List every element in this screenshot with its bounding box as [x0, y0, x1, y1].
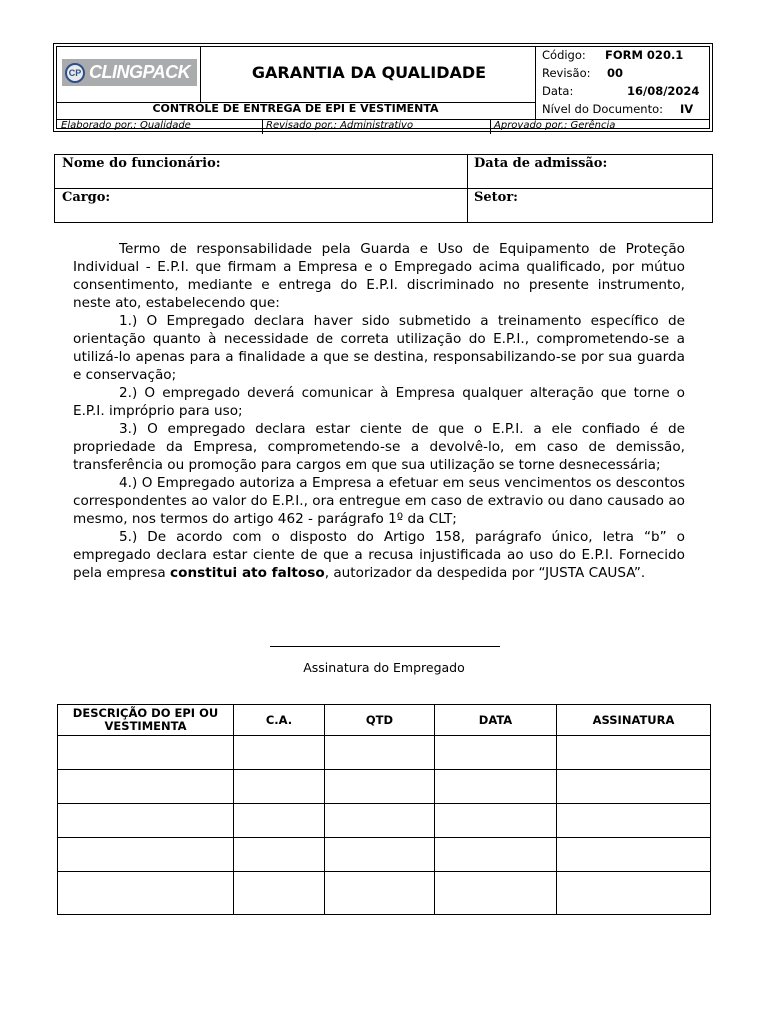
cell-assinatura[interactable]: [557, 838, 711, 872]
cell-ca[interactable]: [234, 804, 325, 838]
cell-assinatura[interactable]: [557, 770, 711, 804]
cell-qtd[interactable]: [325, 838, 435, 872]
col-ca-header: C.A.: [234, 705, 325, 736]
header-inner-frame: [56, 46, 710, 129]
revisao-value: 00: [607, 66, 624, 80]
cell-data[interactable]: [435, 838, 557, 872]
header-divider: [535, 47, 536, 119]
cell-data[interactable]: [435, 770, 557, 804]
cell-assinatura[interactable]: [557, 804, 711, 838]
header-divider: [200, 47, 201, 102]
elaborado-por: Elaborado por.: Qualidade: [61, 120, 191, 131]
term-item-5-start: 5.) De acordo com o disposto do Artigo 158, parágrafo único, letra “b” o empregado declara estar ciente de que a recusa injustificada ao uso do E.P.I. Fornecido pela empresa: [73, 529, 685, 581]
cell-descricao[interactable]: [58, 736, 234, 770]
header-divider: [262, 119, 263, 134]
term-item-4: 4.) O Empregado autoriza a Empresa a efetuar em seus vencimentos os descontos correspondentes ao valor do E.P.I., ora entregue em caso de extravio ou dano causado ao mesmo, nos termos do artigo 462 - parágrafo 1º da CLT;: [73, 475, 685, 527]
cell-data[interactable]: [435, 804, 557, 838]
nivel-label: Nível do Documento:: [542, 102, 664, 116]
table-row: [58, 838, 711, 872]
cell-assinatura[interactable]: [557, 872, 711, 915]
codigo-label: Código:: [542, 48, 586, 62]
cell-qtd[interactable]: [325, 770, 435, 804]
header-divider: [490, 119, 491, 134]
cell-data[interactable]: [435, 872, 557, 915]
table-header-row: [58, 705, 711, 736]
aprovado-por: Aprovado por.: Gerência: [494, 120, 616, 131]
cell-ca[interactable]: [234, 838, 325, 872]
cell-assinatura[interactable]: [557, 736, 711, 770]
signature-label: Assinatura do Empregado: [303, 660, 465, 675]
col-data-header: DATA: [435, 705, 557, 736]
term-intro: Termo de responsabilidade pela Guarda e Uso de Equipamento de Proteção Individual - E.P.I. que firmam a Empresa e o Empregado acima qualificado, por mútuo consentimento, mediante e entrega do E.P.I. discriminado no presente instrumento, neste ato, estabelecendo que:: [73, 241, 685, 311]
signature-line[interactable]: [270, 646, 500, 647]
epi-items-table: [57, 704, 711, 915]
table-row: [58, 872, 711, 915]
revisado-por: Revisado por.: Administrativo: [266, 120, 414, 131]
cargo-field[interactable]: Cargo:: [62, 190, 111, 205]
cell-descricao[interactable]: [58, 770, 234, 804]
cell-ca[interactable]: [234, 736, 325, 770]
term-item-3: 3.) O empregado declara estar ciente de que o E.P.I. a ele confiado é de propriedade da Empresa, comprometendo-se a devolvê-lo, em caso de demissão, transferência ou promoção para cargos em que sua utilização se torne desnecessária;: [73, 421, 685, 473]
col-descricao-header: DESCRIÇÃO DO EPI OU VESTIMENTA: [58, 705, 234, 736]
revisao-label: Revisão:: [542, 66, 591, 80]
data-value: 16/08/2024: [627, 84, 700, 98]
info-divider: [467, 155, 468, 222]
cell-qtd[interactable]: [325, 804, 435, 838]
table-row: [58, 770, 711, 804]
document-subtitle: CONTROLE DE ENTREGA DE EPI E VESTIMENTA: [152, 102, 439, 115]
codigo-value: FORM 020.1: [605, 48, 684, 62]
cell-ca[interactable]: [234, 770, 325, 804]
term-item-1: 1.) O Empregado declara haver sido submetido a treinamento específico de orientação quanto à necessidade de correta utilização do E.P.I., comprometendo-se a utilizá-lo apenas para a finalidade a que se destina, responsabilizando-se por sua guarda e conservação;: [73, 313, 685, 383]
term-item-2: 2.) O empregado deverá comunicar à Empresa qualquer alteração que torne o E.P.I. impróprio para uso;: [73, 385, 685, 419]
data-admissao-field[interactable]: Data de admissão:: [474, 156, 608, 171]
cell-ca[interactable]: [234, 872, 325, 915]
term-item-5: [73, 528, 685, 582]
logo-mark-icon: CP: [65, 63, 85, 83]
nome-funcionario-field[interactable]: Nome do funcionário:: [62, 156, 221, 171]
info-divider: [55, 188, 712, 189]
document-title: GARANTIA DA QUALIDADE: [251, 63, 487, 82]
col-assinatura-header: ASSINATURA: [557, 705, 711, 736]
cell-qtd[interactable]: [325, 872, 435, 915]
cell-data[interactable]: [435, 736, 557, 770]
term-item-5-end: , autorizador da despedida por “JUSTA CAUSA”.: [324, 565, 646, 581]
cell-descricao[interactable]: [58, 804, 234, 838]
responsibility-term: [73, 240, 685, 582]
col-qtd-header: QTD: [325, 705, 435, 736]
document-header: [53, 43, 713, 132]
company-logo: [62, 59, 197, 86]
cell-descricao[interactable]: [58, 838, 234, 872]
term-item-5-bold: constitui ato faltoso: [170, 565, 325, 581]
logo-text: CLINGPACK: [89, 62, 191, 82]
cell-qtd[interactable]: [325, 736, 435, 770]
data-label: Data:: [542, 84, 574, 98]
table-row: [58, 736, 711, 770]
cell-descricao[interactable]: [58, 872, 234, 915]
nivel-value: IV: [680, 102, 694, 116]
employee-info-box: [54, 154, 713, 223]
setor-field[interactable]: Setor:: [474, 190, 518, 205]
table-row: [58, 804, 711, 838]
